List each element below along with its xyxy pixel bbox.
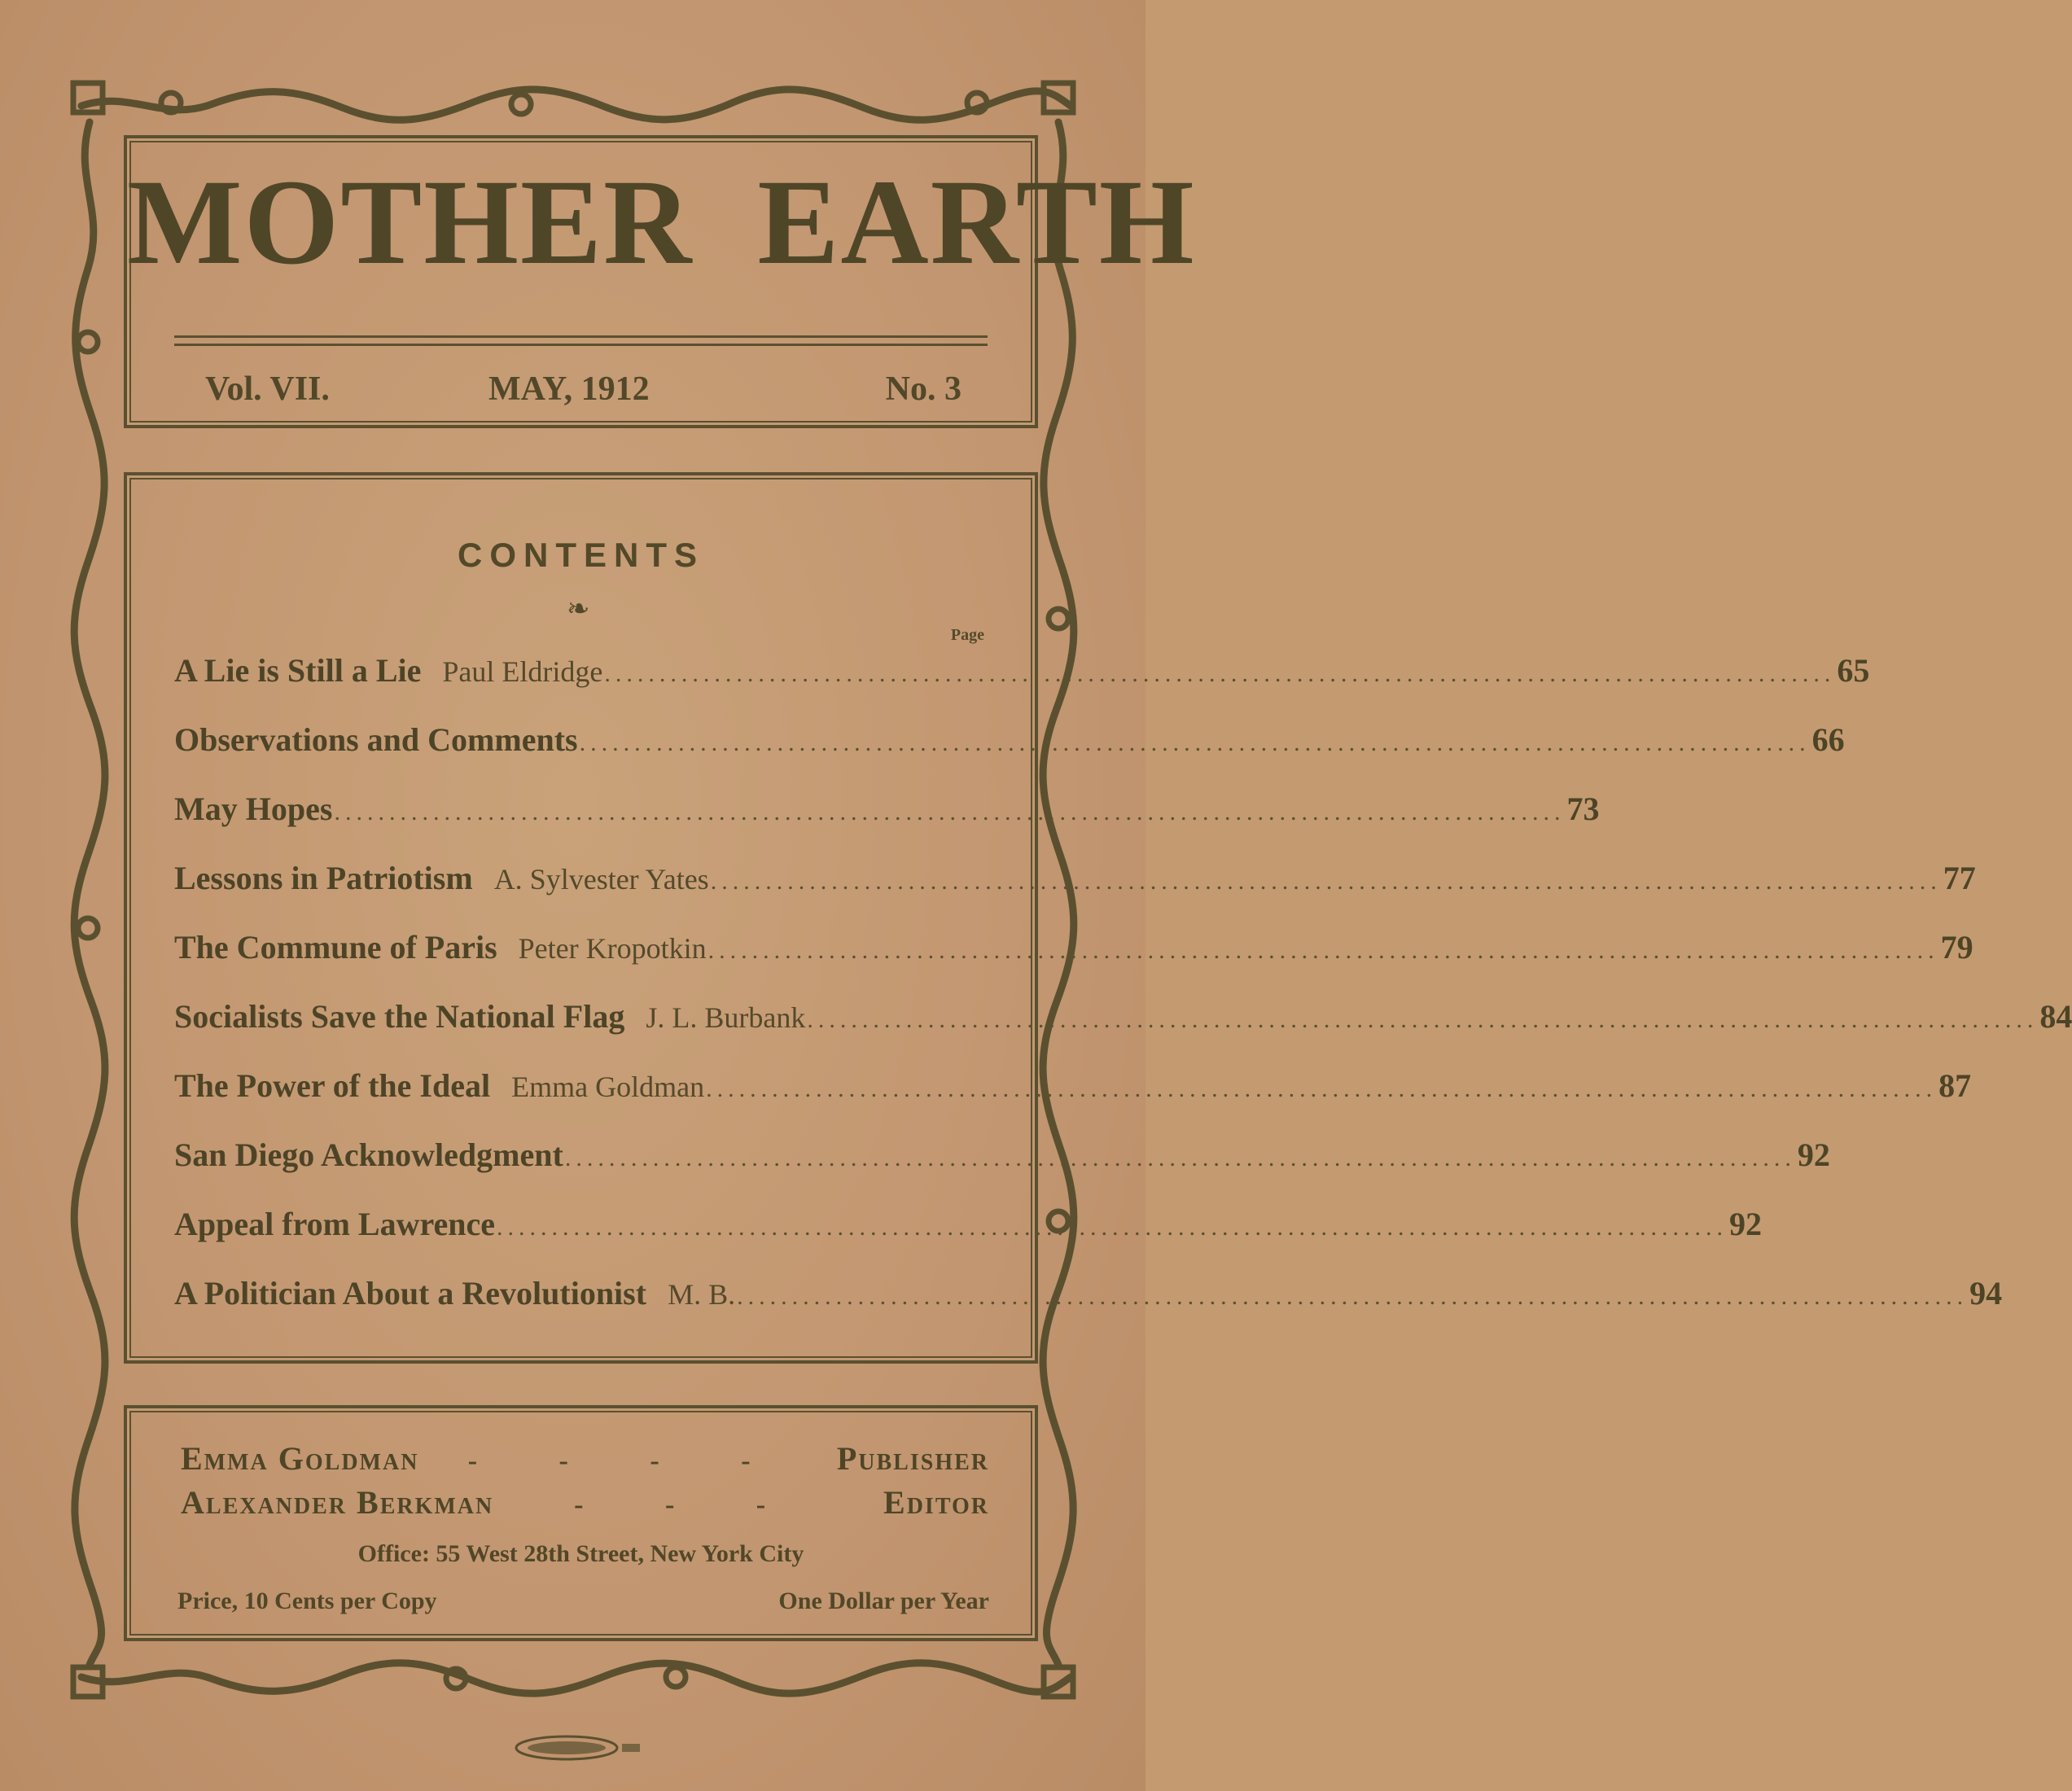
toc-entry-author: Paul Eldridge	[442, 655, 603, 688]
publisher-dots: - - - -	[467, 1446, 788, 1476]
toc-entry	[174, 1274, 2003, 1343]
toc-entry	[174, 859, 1976, 928]
toc-dot-leader	[711, 868, 1942, 896]
publisher-role: Publisher	[836, 1440, 989, 1477]
price-per-copy: Price, 10 Cents per Copy	[177, 1587, 437, 1614]
toc-entry	[174, 928, 1973, 997]
toc-entry-page: 87	[1938, 1067, 1972, 1104]
toc-dot-leader	[497, 1214, 1728, 1241]
toc-dot-leader	[580, 729, 1811, 757]
masthead	[124, 135, 1196, 428]
toc-entry	[174, 720, 1845, 790]
toc-entry-title: May Hopes	[174, 790, 333, 827]
toc-entry-title: San Diego Acknowledgment	[174, 1136, 563, 1173]
publisher-credit	[181, 1439, 989, 1478]
issue-date: MAY, 1912	[488, 370, 650, 408]
editor-credit	[181, 1483, 989, 1522]
toc-entry-title: Socialists Save the National Flag	[174, 998, 625, 1035]
toc-dot-leader	[737, 1283, 1968, 1311]
toc-entry-title: A Lie is Still a Lie	[174, 652, 422, 689]
contents-heading: CONTENTS	[458, 536, 704, 574]
toc-entry-author: J. L. Burbank	[646, 1001, 806, 1034]
toc-dot-leader	[807, 1006, 2038, 1034]
toc-entry-author: Peter Kropotkin	[518, 932, 707, 965]
toc-dot-leader	[565, 1145, 1796, 1172]
toc-entry-page: 77	[1943, 860, 1976, 896]
toc-entry-title: Appeal from Lawrence	[174, 1206, 496, 1242]
editor-dots: - - -	[574, 1490, 804, 1520]
toc-entry-title: Lessons in Patriotism	[174, 860, 473, 896]
toc-entry-title: The Commune of Paris	[174, 929, 497, 966]
toc-dot-leader	[604, 660, 1835, 688]
toc-entry-title: The Power of the Ideal	[174, 1067, 491, 1104]
toc-entry-title: Observations and Comments	[174, 721, 578, 758]
editor-role: Editor	[883, 1484, 989, 1521]
toc-entry	[174, 1205, 1763, 1274]
publication-info	[124, 1405, 1038, 1641]
masthead-rule-bottom	[174, 344, 988, 346]
contents-panel	[124, 472, 2072, 1364]
toc-entry-author: A. Sylvester Yates	[493, 863, 709, 896]
toc-entry-page: 65	[1837, 652, 1870, 689]
toc-dot-leader	[334, 799, 1565, 826]
toc-entry	[174, 1136, 1830, 1205]
toc-entry	[174, 1066, 1972, 1136]
toc-entry-page: 66	[1811, 721, 1845, 758]
table-of-contents	[174, 651, 2072, 1343]
volume-label: Vol. VII.	[205, 370, 330, 408]
title-second-word: EARTH	[757, 155, 1196, 290]
toc-entry-page: 79	[1940, 929, 1973, 966]
page-column-label: Page	[950, 626, 984, 644]
masthead-rule-top	[174, 335, 988, 338]
toc-entry-author: M. B.	[668, 1278, 736, 1311]
toc-entry-page: 92	[1729, 1206, 1763, 1242]
toc-dot-leader	[706, 1075, 1937, 1103]
price-row	[177, 1587, 989, 1615]
toc-entry-title: A Politician About a Revolutionist	[174, 1275, 647, 1312]
toc-entry	[174, 997, 2072, 1066]
toc-dot-leader	[708, 937, 1939, 965]
office-address: Office: 55 West 28th Street, New York City	[357, 1540, 804, 1567]
publisher-name: Emma Goldman	[181, 1440, 419, 1477]
toc-entry	[174, 790, 1600, 859]
fleuron-icon: ❧	[567, 593, 590, 625]
toc-entry-page: 94	[1969, 1275, 2003, 1312]
price-per-year: One Dollar per Year	[778, 1587, 989, 1614]
toc-entry-page: 92	[1797, 1136, 1830, 1173]
toc-entry-page: 84	[2039, 998, 2072, 1035]
union-label-stamp	[510, 1734, 648, 1762]
issue-number: No. 3	[885, 370, 962, 408]
toc-entry-page: 73	[1566, 790, 1600, 827]
toc-entry	[174, 651, 1870, 720]
toc-entry-author: Emma Goldman	[511, 1071, 705, 1103]
magazine-title	[127, 155, 1196, 290]
editor-name: Alexander Berkman	[181, 1484, 494, 1521]
title-first-word: MOTHER	[127, 155, 694, 290]
